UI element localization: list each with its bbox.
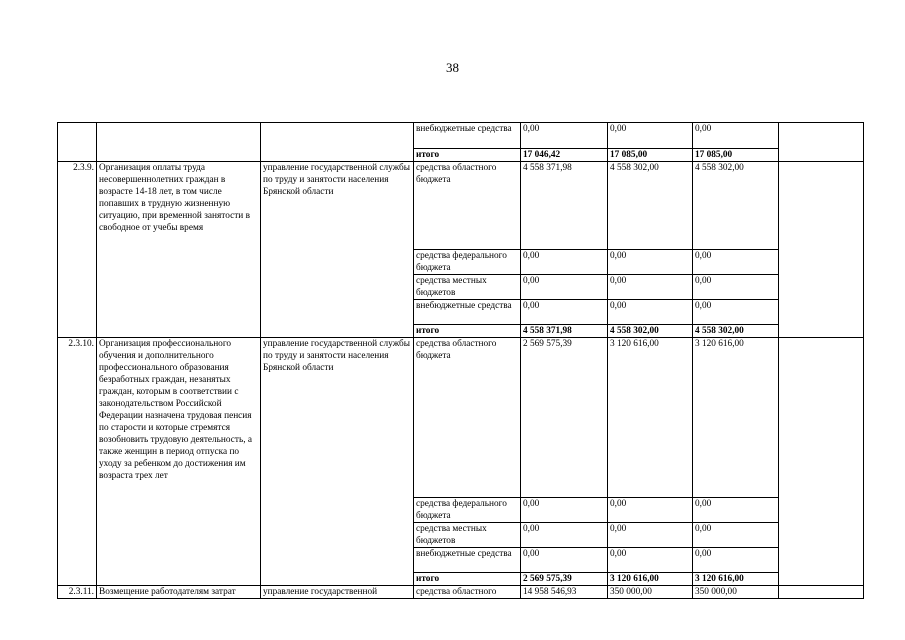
item-name: Организация профессионального обучения и дополнительного профессионального образования безработных граждан, незанятых граждан, которым в соответствии с законодательством Российской Федерации назначена трудовая пенсия по старости и которые стремятся возобновить трудовую деятельность, а также женщин в период отпуска по уходу за ребенком до достижения им возраста трех лет xyxy=(97,338,261,586)
value-cell: 0,00 xyxy=(521,498,608,523)
item-org: управление государственной xyxy=(261,586,414,599)
value-cell: 14 958 546,93 xyxy=(521,586,608,599)
value-cell: 4 558 302,00 xyxy=(693,325,779,338)
empty-cell xyxy=(779,338,864,586)
source-cell: средства местных бюджетов xyxy=(414,275,521,300)
source-cell: средства федерального бюджета xyxy=(414,250,521,275)
source-cell: средства федерального бюджета xyxy=(414,498,521,523)
value-cell: 0,00 xyxy=(693,498,779,523)
org-cell xyxy=(261,123,414,162)
value-cell: 17 046,42 xyxy=(521,149,608,162)
value-cell: 0,00 xyxy=(521,250,608,275)
value-cell: 2 569 575,39 xyxy=(521,573,608,586)
value-cell: 0,00 xyxy=(608,498,693,523)
value-cell: 0,00 xyxy=(693,123,779,149)
item-org: управление государственной службы по труду и занятости населения Брянской области xyxy=(261,162,414,338)
num-cell xyxy=(58,123,97,162)
value-cell: 0,00 xyxy=(693,548,779,573)
value-cell: 0,00 xyxy=(693,300,779,325)
table-row xyxy=(58,162,864,250)
value-cell: 0,00 xyxy=(521,548,608,573)
value-cell: 17 085,00 xyxy=(608,149,693,162)
empty-cell xyxy=(779,586,864,599)
value-cell: 0,00 xyxy=(521,523,608,548)
item-number: 2.3.10. xyxy=(58,338,97,586)
page-number: 38 xyxy=(446,60,459,75)
value-cell: 3 120 616,00 xyxy=(693,338,779,498)
value-cell: 0,00 xyxy=(693,250,779,275)
value-cell: 3 120 616,00 xyxy=(693,573,779,586)
item-number: 2.3.11. xyxy=(58,586,97,599)
source-cell: итого xyxy=(414,149,521,162)
value-cell: 0,00 xyxy=(693,275,779,300)
value-cell: 0,00 xyxy=(608,523,693,548)
source-cell: итого xyxy=(414,325,521,338)
table-row xyxy=(58,123,864,149)
value-cell: 0,00 xyxy=(693,523,779,548)
table-row xyxy=(58,338,864,498)
value-cell: 350 000,00 xyxy=(608,586,693,599)
value-cell: 0,00 xyxy=(608,123,693,149)
value-cell: 0,00 xyxy=(608,275,693,300)
value-cell: 350 000,00 xyxy=(693,586,779,599)
value-cell: 0,00 xyxy=(521,300,608,325)
value-cell: 4 558 302,00 xyxy=(693,162,779,250)
value-cell: 3 120 616,00 xyxy=(608,338,693,498)
value-cell: 4 558 371,98 xyxy=(521,162,608,250)
budget-table xyxy=(57,122,864,599)
value-cell: 3 120 616,00 xyxy=(608,573,693,586)
name-cell xyxy=(97,123,261,162)
value-cell: 0,00 xyxy=(521,123,608,149)
value-cell: 2 569 575,39 xyxy=(521,338,608,498)
item-name: Организация оплаты труда несовершеннолетних граждан в возрасте 14-18 лет, в том числе попавших в трудную жизненную ситуацию, при временной занятости в свободное от учебы время xyxy=(97,162,261,338)
item-name: Возмещение работодателям затрат xyxy=(97,586,261,599)
value-cell: 0,00 xyxy=(608,250,693,275)
source-cell: итого xyxy=(414,573,521,586)
value-cell: 17 085,00 xyxy=(693,149,779,162)
empty-cell xyxy=(779,162,864,338)
source-cell: средства областного xyxy=(414,586,521,599)
source-cell: внебюджетные средства xyxy=(414,548,521,573)
source-cell: средства местных бюджетов xyxy=(414,523,521,548)
item-number: 2.3.9. xyxy=(58,162,97,338)
source-cell: средства областного бюджета xyxy=(414,338,521,498)
value-cell: 0,00 xyxy=(521,275,608,300)
value-cell: 4 558 371,98 xyxy=(521,325,608,338)
empty-cell xyxy=(779,123,864,162)
value-cell: 4 558 302,00 xyxy=(608,162,693,250)
source-cell: внебюджетные средства xyxy=(414,300,521,325)
source-cell: внебюджетные средства xyxy=(414,123,521,149)
table-row xyxy=(58,586,864,599)
value-cell: 4 558 302,00 xyxy=(608,325,693,338)
value-cell: 0,00 xyxy=(608,548,693,573)
item-org: управление государственной службы по труду и занятости населения Брянской области xyxy=(261,338,414,586)
value-cell: 0,00 xyxy=(608,300,693,325)
source-cell: средства областного бюджета xyxy=(414,162,521,250)
